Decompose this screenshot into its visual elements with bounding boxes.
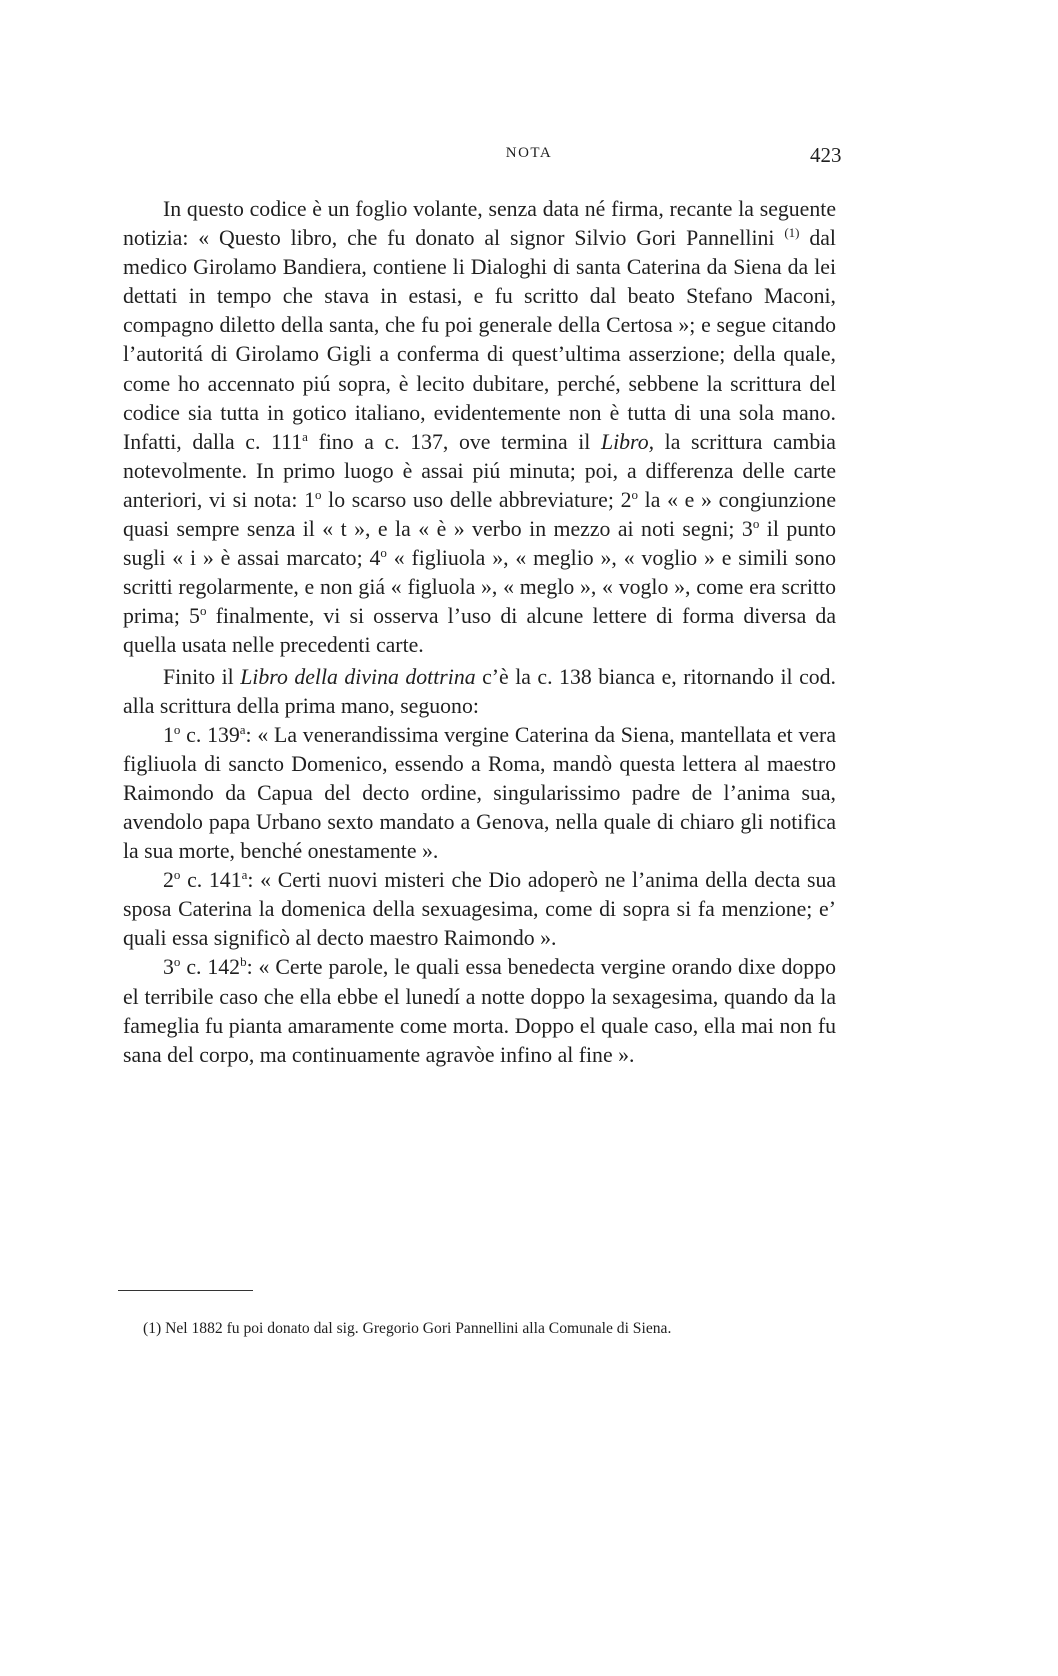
paragraph-finito: Finito il Libro della divina dottrina c’è la c. 138 bianca e, ritornando il cod. alla scrittura della prima mano, seguono: — [123, 664, 837, 718]
main-text — [123, 195, 836, 1070]
paragraph-codice: In questo codice è un foglio volante, senza data né firma, recante la seguente notizia: « Questo libro, che fu donato al signor Silvio Gori Pannellini $^{(1)}$ dal medico Girolamo Bandiera, contiene li Dialoghi di santa Caterina da Siena da lei dettati in tempo che stava in estasi, e fu scritto dal beato Stefano Maconi, compagno diletto della santa, che fu poi generale della Certosa »; e segue citando l’autoritá di Girolamo Gigli a conferma di quest’ultima asserzione; della quale, come ho accennato piú sopra, è lecito dubitare, perché, sebbene la scrittura del codice sia tutta in gotico italiano, evidentemente non è tutta di una sola mano. Infatti, dalla c. 111$^a$ fino a c. 137, ove termina il Libro, la scrittura cambia notevolmente. In primo luogo è assai piú minuta; poi, a differenza delle carte anteriori, vi si nota: 1$^o$ lo scarso uso delle abbreviature; 2$^o$ la « e » congiunzione quasi sempre senza il « t », e la « è » verbo in mezzo ai noti segni; 3$^o$ il punto sugli « i » è assai marcato; 4$^o$ « figliuola », « meglio », « voglio » e simili sono scritti regolarmente, e non giá « figluola », « meglo », « voglo », come era scritto prima; 5$^o$ finalmente, vi si osserva l’uso di alcune lettere di forma diversa da quella usata nelle precedenti carte. — [123, 197, 836, 658]
footnote-reference[interactable]: (1) — [784, 225, 800, 241]
footnote-divider — [118, 1290, 253, 1291]
title-libro: Libro, — [600, 429, 655, 454]
list-item-2: 2$^o$ c. 141$^a$: « Certi nuovi misteri che Dio adoperò ne l’anima della decta sua sposa Caterina la domenica della sexuagesima, come di sopra si fa menzione; e’ quali essa significò al decto maestro Raimondo ». — [123, 867, 837, 951]
title-libro-divina-dottrina: Libro della divina dottrina — [240, 664, 476, 689]
list-item-1: 1$^o$ c. 139$^a$: « La venerandissima vergine Caterina da Siena, mantellata et vera figliuola di sancto Domenico, essendo a Roma, mandò questa lettera al maestro Raimondo da Capua del decto ordine, singularissimo padre de l’anima sua, avendolo papa Urbano sexto mandato a Genova, nella quale di chiaro gli notifica la sua morte, benché onestamente ». — [123, 721, 836, 864]
list-item-3: 3$^o$ c. 142$^b$: « Certe parole, le quali essa benedecta vergine orando dixe doppo el terribile caso che ella ebbe el lunedí a notte doppo la sexagesima, quando da la fameglia fu pianta amaramente come morta. Doppo el quale caso, ella mai non fu sana del corpo, ma continuamente agravòe infino al fine ». — [123, 954, 836, 1067]
running-head-title: NOTA — [505, 145, 553, 161]
page-number: 423 — [810, 143, 842, 167]
footnote-1: (1) Nel 1882 fu poi donato dal sig. Gregorio Gori Pannellini alla Comunale di Siena. — [143, 1320, 672, 1337]
